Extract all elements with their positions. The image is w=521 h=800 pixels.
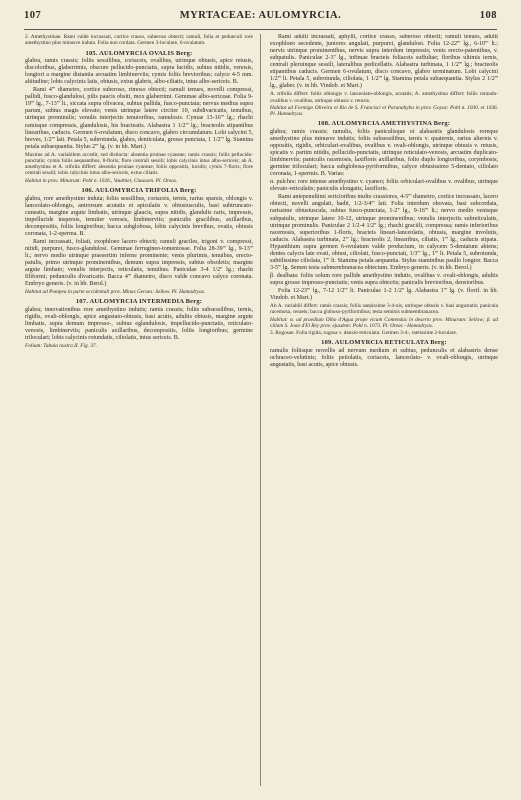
- body-paragraph: Rami 4''' diametro, cortice suberoso, rimoso obtecti; ramuli tenues, novelli compressi, pallidi, fusco-glandulosi, pilis paucis obsiti, mox glaberrimi. Gemmae albo-sericeae. Folia 9-19''' lg., 7-13''' lt., siccata supra olivacea, subtus pallida, fusco-punctata; nervus medius supra parum, subtus magis elevato; venis utrinque latere circiter 10, subdivaricatis, tenuibus, utrinque prominulis; venulis interjectis tenuioribus, ramulosis. Cymae 13-16''' lg.; rhachi ramisque compressis, glandulosis, his bracteatis. Alabastra 1 1/2''' lg.; bracteolis stipantibus linearibus, caducis. Germen 6-ovulatum, disco concavo, glabro circumdatum. Lobi calycini 5, breves, 1/2''' lati. Petala 5, subrotunda, glabra, denticulata, grosse punctata, 1 1/2''' lg. Stamina petala subaequantia. Stylus 2''' lg. (v. in hb. Mart.): [25, 87, 253, 150]
- column-divider: [260, 34, 261, 786]
- page-number-right: 108: [479, 10, 497, 21]
- header-rule: [24, 29, 497, 30]
- running-title: MYRTACEAE: AULOMYRCIA.: [179, 10, 342, 21]
- note-paragraph: 3. Rugosae. Folia rigida, rugosa v. densio-reticulata. Germen 3-4-, raetissime 2-loculare.: [270, 330, 458, 337]
- species-heading: 105. AULOMYRCIA OVALIS Berg:: [85, 49, 193, 57]
- body-paragraph: Rami antepenultimi sericioribus multo crassiores, 4-5''' diametro, cortice incrassato, lacero obtecti, novelli angulati, badii, 1/2-3/4''' lati. Folia interdum obovata, basi subcordata, rarissime obtusiuscula, subtus fusco-punctata, 1-2'' lg., 9-16''' lt.; nervo medio venisque subpatulis, utrinque latere 10-12, utrinque prominentibus; venulis interjectis subreticulatis, utrinque prominulis. Paniculae 2 1/2-4 1/2'' lg.; rhachi graciili, compressa; ramis inferioribus racemosis, superioribus 1-floris, bracteis lineari-lanceolatis, obtusis, margine involutis, caducis. Alabastra turbinata, 2''' lg.; bracteolis 2, linearibus, ciliatis, 1''' lg., caducis stipata. Hypanthium supra germen 6-ovulatum valde productum, in calycem 5-dentatum abiens; dentes calycis late ovati, obtusi, ciliolati, fusco-punctati, 1/3''' lg., 1''' lt. Petala 5, subrotunda, subtilissime ciliolata, 1''' lt. Stamina petala aequantia. Stylus staminibus paullo longior. Bacca 3-5''' lg. Semen testa submembranacea obtectum. Embryo generis. (v. in hb. Berol.): [270, 194, 498, 271]
- note-paragraph: Habitat ad Pompeu in parte occidentali prov. Minas Geraes: Sellow. Pl. Hamadryas.: [25, 289, 206, 296]
- note-paragraph: A. trifolia differt: foliis oblongis v. lanceolato-oblongis, acutatis; A. amethystina differt: foliis rotundo-ovalibus v. ovalibus, utrinque obtusis v. retusis.: [270, 91, 498, 104]
- species-heading: 106. AULOMYRCIA TRIFOLIA Berg:: [81, 186, 197, 194]
- body-paragraph: α. pulchra: rore intense amethystino v. cyaneo; foliis orbiculari-ovalibus v. ovalibus, utrinque elevato-reticulatis; paniculis elongatis, laxifloris.: [270, 179, 498, 193]
- right-column: [270, 34, 498, 786]
- species-heading: 108. AULOMYRCIA AMETHYSTINA Berg:: [317, 120, 451, 128]
- note-paragraph: Habitat: α. ad praedium Olho d'Agua prope vicum Contendas in deserto prov. Minarum: Sellow; β. ad villam S. Joao d'El Rey prov. ejusdem: Pohl n. 1073. Pl. Oreas - Hamadryas.: [270, 316, 498, 329]
- body-paragraph: glabra; ramis crassis; ramulis, foliis paniculisque et alabastris glandulosis roreque amethystino plus minusve indutis; foliis subsessilibus, ternis v. quaternis, rarius alternis v. oppositis, rigidis, orbiculari-ovalibus, ovalibus v. ovali-oblongis, utrinque obtusis v. retusis, spicatis v. partim nitidis, pellucido-punctatis, utrinque reticulato-venosis, arcuatim duplicato-limbinerviis; paniculis racemosis, laxifloris axillaribus, folio duplo longioribus, corymbosis; germine triloculari; bacca subglobosa-pyriformibus, calyce obtusissimo 5-dentato, ciliolato coronata, 1-spermis. B. Varias:: [270, 128, 498, 178]
- left-column: [25, 34, 253, 786]
- page-header: [24, 10, 497, 26]
- note-paragraph: Habitat in prov. Minarum: Pohl n. 1026., Vauthier, Claussen. Pl. Oreas.: [25, 177, 178, 184]
- body-paragraph: Rami adulti incrassati, aphylli, cortice crasso, suberoso obtecti; ramuli tenues, adulti exophloeo secedente, juniores angulati, purpurei, glandulosi. Folia 12-22''' lg., 6-10''' lt.; nervis utrinque prominentibus, nervis supra interdum impressis; venis erecto-patentibus, v. subpatulis. Paniculae 2-3'' lg., infimae bracteis foliaceis suffultae; floribus ultimis ternis, centrali pleruinque sessili, lateralibus pedicellatis. Alabastra turbinata, 1 1/2''' lg.; bracteolis stipantibus caducis. Germen 6-ovulatum, disco concavo, glabro terminatum. Lobi calycini 1/2''' lt. Petala 5, subrotunda, ciliolata, 1 1/2''' lg. Stamina petala subaequantia. Stylus 2 1/2''' lg., glaber. (v. in hb. Vindob. et Mart.): [270, 34, 498, 90]
- body-paragraph: Rami incrassati, foliati, exophloeo lacero obtecti; ramuli graciles, trigoni v. compressi, nitidi, purpurei, fusco-glandulosi. Gemmae ferrugineo-tomentosae. Folia 28-39''' lg., 9-13''' lt.; nervo medio utrinque praesertim inferne prominente; venis plurimis, tenuibus, erecto-patulis, primo utrinque prominentibus, demum supra impressis, subtus obsoletis; margine argute limbato; venulis interjectis, reticulatis, tenuibus. Paniculae 3-4 1/2'' lg.; rhachi filiformi; pedunculis divaricatis. Bacca 4''' diametro, disco valde concavo calyce coronata. Embryo generis. (v. in hb. Berol.): [25, 238, 253, 288]
- body-paragraph: glabra; innovationibus rore amethystino indutis; ramis crassis; foliis subsessilibus, ternis, rigidis, ovali-oblongis, apice angustato-obtusis, basi acutis, adultis obtusis, margine argute limbatis, supra demum impresso-, subtus eglandulosis, impellucido-punctatis, reticulato-venosis, limbinerviis; paniculis axillaribus, decompositis, foliis longioribus; germine triloculari; lobis calycinis rotundatis, ciliolatis, intus sericeis. B.: [25, 307, 253, 342]
- note-paragraph: Habitat ad Formigo Oliveira et Rio de S. Francisci et Paranahyba in prov. Goyaz: Pohl n. 1030. et 1036. Pl. Hamadryas.: [270, 104, 498, 118]
- species-heading: 109. AULOMYRCIA RETICULATA Berg:: [321, 339, 447, 347]
- note-paragraph: Ab A. variabili differt: ramis crassis; foliis saepissime 3-4-nis, utrinque obtusis v. basi angustatis; panicula racemosa, ceraeis; bacca globoso-pyriformibus; testa seminis submembranacea.: [270, 303, 498, 316]
- note-paragraph: Maxime ad A. variabilem accedit, sed distincta: absentia pruinae cyaneae; ramis crassis; foliis pellucido-punctatis; cymis foliis aequantibus, 8-floris; flore centrali sessili; lobis calycinis intus albo-sericeis; ab A. amethystina et A. trifolia differt: absentia pruinae cyaneae; foliis oppositis, lucidis; cymis 7-floris; flore centrali sessili; lobis calycinis intus albo-sericeis, extus ciliatis.: [25, 151, 253, 177]
- note-paragraph: 2. Amethystinae. Rami valde incrassati, cortice crasso, suberoso obtecti; ramuli, folia et pedunculi rore amethystino plus minusve induta. Folia non cordata. Germen 3-loculare, 6-ovulatum.: [25, 34, 253, 47]
- note-paragraph: Folium: Tabula nostra II. Fig. 37.: [25, 343, 97, 350]
- body-paragraph: glabra, rore amethystino induta; foliis sessilibus, coriaceis, ternis, rarius sparsis, oblongis v. lanceolato-oblongis, antrorsum acutatis et apiculatis v. obtusiusculis, basi subtruncato-cuneatis, margine argute limbatis, utrinque glaucis, supra nitidis, glandulis raris, impressis, impellucide inspersis, tenuiter venosis, limbinerviis; paniculis gracilibus, axillaribus, decompositis, foliis longioribus; bacca subglobosa, lobis calycinis brevibus, ovatis, obtusis coronata, 1-2-sperma. B.: [25, 195, 253, 237]
- body-paragraph: ramulis foliisque novellis ad nervum medium et subtus, pedunculis et alabastris dense ochraceo-velutinis; foliis petiolatis, coriaceis, lanceolato- v. ovali-oblongis, utrinque angustatis, basi acutis, apice obtusis.: [270, 347, 498, 369]
- body-paragraph: glabra, ramis crassis; foliis sessilibus, coriaceis, ovalibus, utrinque obtusis, apice retusis, discoloribus, glaberrimis, obscure pellucido-punctatis, supra lucidis, subtus nitidis, venosis, longiori a margine distantia arcuatim limbinerviis; cymis foliis brevioribus; calyce 4-5 mm. altitudine; lobis calycinis latis, obtusis, extus glabris, albo-ciliatis, intus albo-sericeis. B.: [25, 58, 253, 86]
- body-paragraph: β. dealbata: foliis solum rore pallide amethystino indutis, ovalibus v. ovali-oblongis, adultis supra grosse impresso-punctatis; venis supra obtectis; paniculis brevioribus, densioribus.: [270, 272, 498, 286]
- species-heading: 107. AULOMYRCIA INTERMEDIA Berg:: [75, 298, 203, 306]
- body-paragraph: Folia 12-23''' lg., 7-12 1/2''' lt. Paniculae 1-2 1/2'' lg. Alabastra 1''' lg. (v. florif. in hb. Vindob. et Mart.): [270, 288, 498, 302]
- page-number-left: 107: [24, 10, 42, 21]
